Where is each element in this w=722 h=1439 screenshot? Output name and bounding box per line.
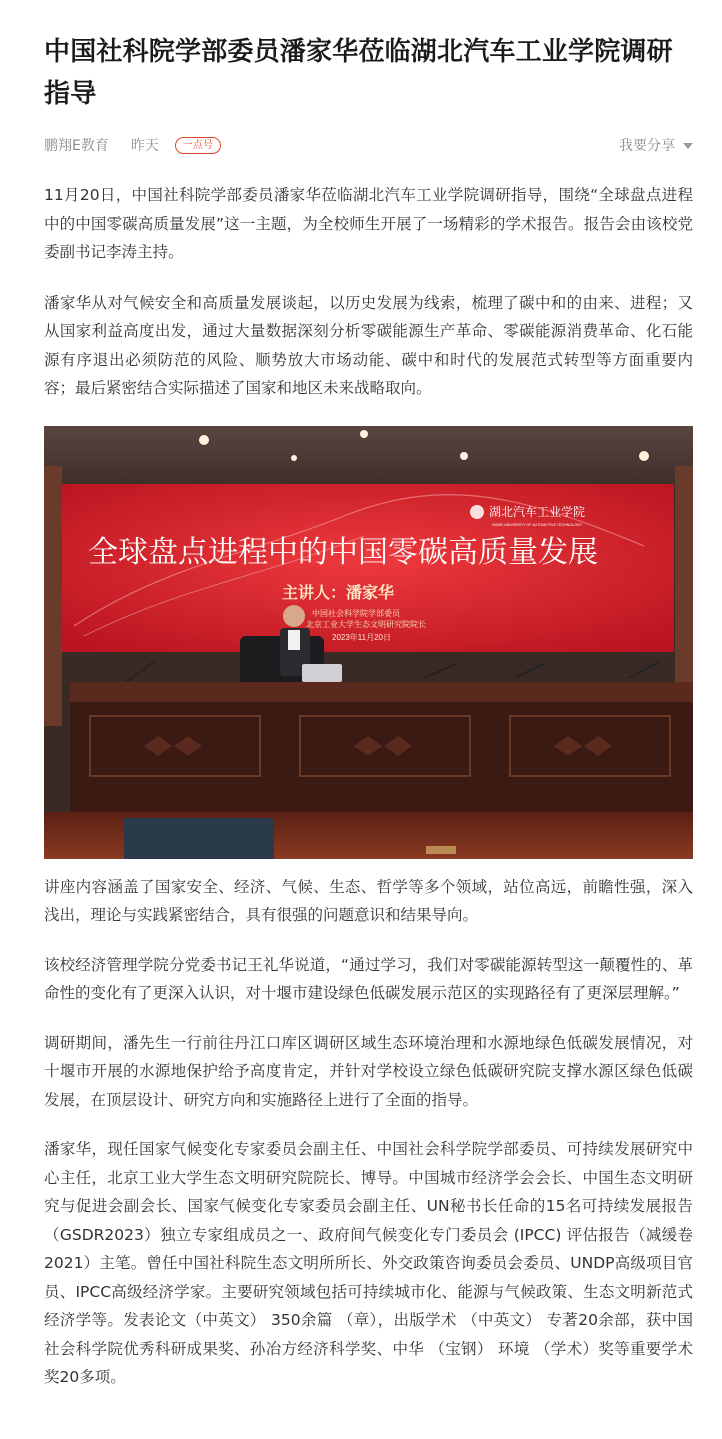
paragraph: 该校经济管理学院分党委书记王礼华说道，“通过学习，我们对零碳能源转型这一颠覆性的、革命性的变化有了更深入认识，对十堰市建设绿色低碳发展示范区的实现路径有了更深层理解。”	[44, 955, 693, 1002]
lecture-photo-svg	[44, 426, 693, 859]
microphone-icon	[514, 664, 544, 678]
school-logo-text: 湖北汽车工业学院	[489, 504, 586, 519]
screen-subtitle-2: 北京工业大学生态文明研究院院长	[306, 619, 426, 629]
microphone-icon	[424, 664, 456, 678]
screen-date: 2023年11月20日	[332, 632, 391, 642]
ceiling-light-icon	[360, 430, 368, 438]
desk-top	[70, 682, 693, 702]
laptop	[302, 664, 342, 682]
chevron-down-icon	[683, 143, 693, 149]
ceiling-light-icon	[460, 452, 468, 460]
ceiling-light-icon	[199, 435, 209, 445]
school-logo-icon	[470, 505, 484, 519]
screen-speaker: 主讲人：潘家华	[282, 584, 395, 602]
paragraph: 讲座内容涵盖了国家安全、经济、气候、生态、哲学等多个领域，站位高远，前瞻性强，深入浅出，理论与实践紧密结合，具有很强的问题意识和结果导向。	[44, 877, 693, 924]
paragraph: 11月20日，中国社科院学部委员潘家华莅临湖北汽车工业学院调研指导，围绕“全球盘点进程中的中国零碳高质量发展”这一主题，为全校师生开展了一场精彩的学术报告。报告会由该校党委副书记李涛主持。	[44, 186, 693, 261]
monitor-speaker	[124, 818, 274, 859]
desk-front	[70, 702, 693, 812]
source-badge: 一点号	[175, 137, 221, 154]
article-title: 中国社科院学部委员潘家华莅临湖北汽车工业学院调研指导	[44, 37, 673, 109]
author-name[interactable]: 鹏翔E教育	[44, 138, 109, 154]
paragraph: 调研期间，潘先生一行前往丹江口库区调研区域生态环境治理和水源地绿色低碳发展情况，对十堰市开展的水源地保护给予高度肯定，并针对学校设立绿色低碳研究院支撑水源区绿色低碳发展，在顶层设计、研究方向和实施路径上进行了全面的指导。	[44, 1033, 693, 1109]
screen-subtitle-1: 中国社会科学院学部委员	[312, 608, 400, 618]
microphone-icon	[124, 660, 156, 684]
screen-title: 全球盘点进程中的中国零碳高质量发展	[88, 535, 598, 569]
article-body	[44, 181, 693, 1392]
microphone-icon	[629, 662, 659, 678]
article-meta	[44, 133, 693, 157]
share-button[interactable]	[619, 135, 693, 155]
lecture-photo[interactable]	[44, 426, 693, 859]
publish-time: 昨天	[130, 138, 159, 154]
paragraph: 潘家华，现任国家气候变化专家委员会副主任、中国社会科学院学部委员、可持续发展研究中心主任，北京工业大学生态文明研究院院长、博导。中国城市经济学会会长、中国生态文明研究与促进会副会长、国家气候变化专家委员会副主任、UN秘书长任命的15名可持续发展报告 （GSDR2023）独立专家组成员之一、政府间气候变化专门委员会 (IPCC) 评估报告（减缓卷2021）主笔。曾任中国社科院生态文明所所长、外交政策咨询委员会委员、UNDP高级项目官员、IPCC高级经济学家。主要研究领域包括可持续城市化、能源与气候政策、生态文明新范式经济学等。发表论文（中英文） 350余篇 （章），出版学术 （中英文） 专著20余部，获中国社会科学院优秀科研成果奖、孙冶方经济科学奖、中华 （宝钢） 环境 （学术）奖等重要学术奖20多项。	[44, 1140, 693, 1386]
left-wall	[44, 466, 62, 726]
speaker-shirt	[288, 630, 300, 650]
ceiling-light-icon	[639, 451, 649, 461]
speaker-head	[283, 605, 305, 627]
share-label: 我要分享	[619, 138, 675, 154]
school-logo-en: HUBEI UNIVERSITY OF AUTOMOTIVE TECHNOLOGY	[492, 522, 583, 527]
ceiling-light-icon	[291, 455, 297, 461]
paragraph: 潘家华从对气候安全和高质量发展谈起，以历史发展为线索，梳理了碳中和的由来、进程；又从国家利益高度出发，通过大量数据深刻分析零碳能源生产革命、零碳能源消费革命、化石能源有序退出必须防范的风险、顺势放大市场动能、碳中和时代的发展范式转型等方面重要内容；最后紧密结合实际描述了国家和地区未来战略取向。	[44, 293, 693, 397]
